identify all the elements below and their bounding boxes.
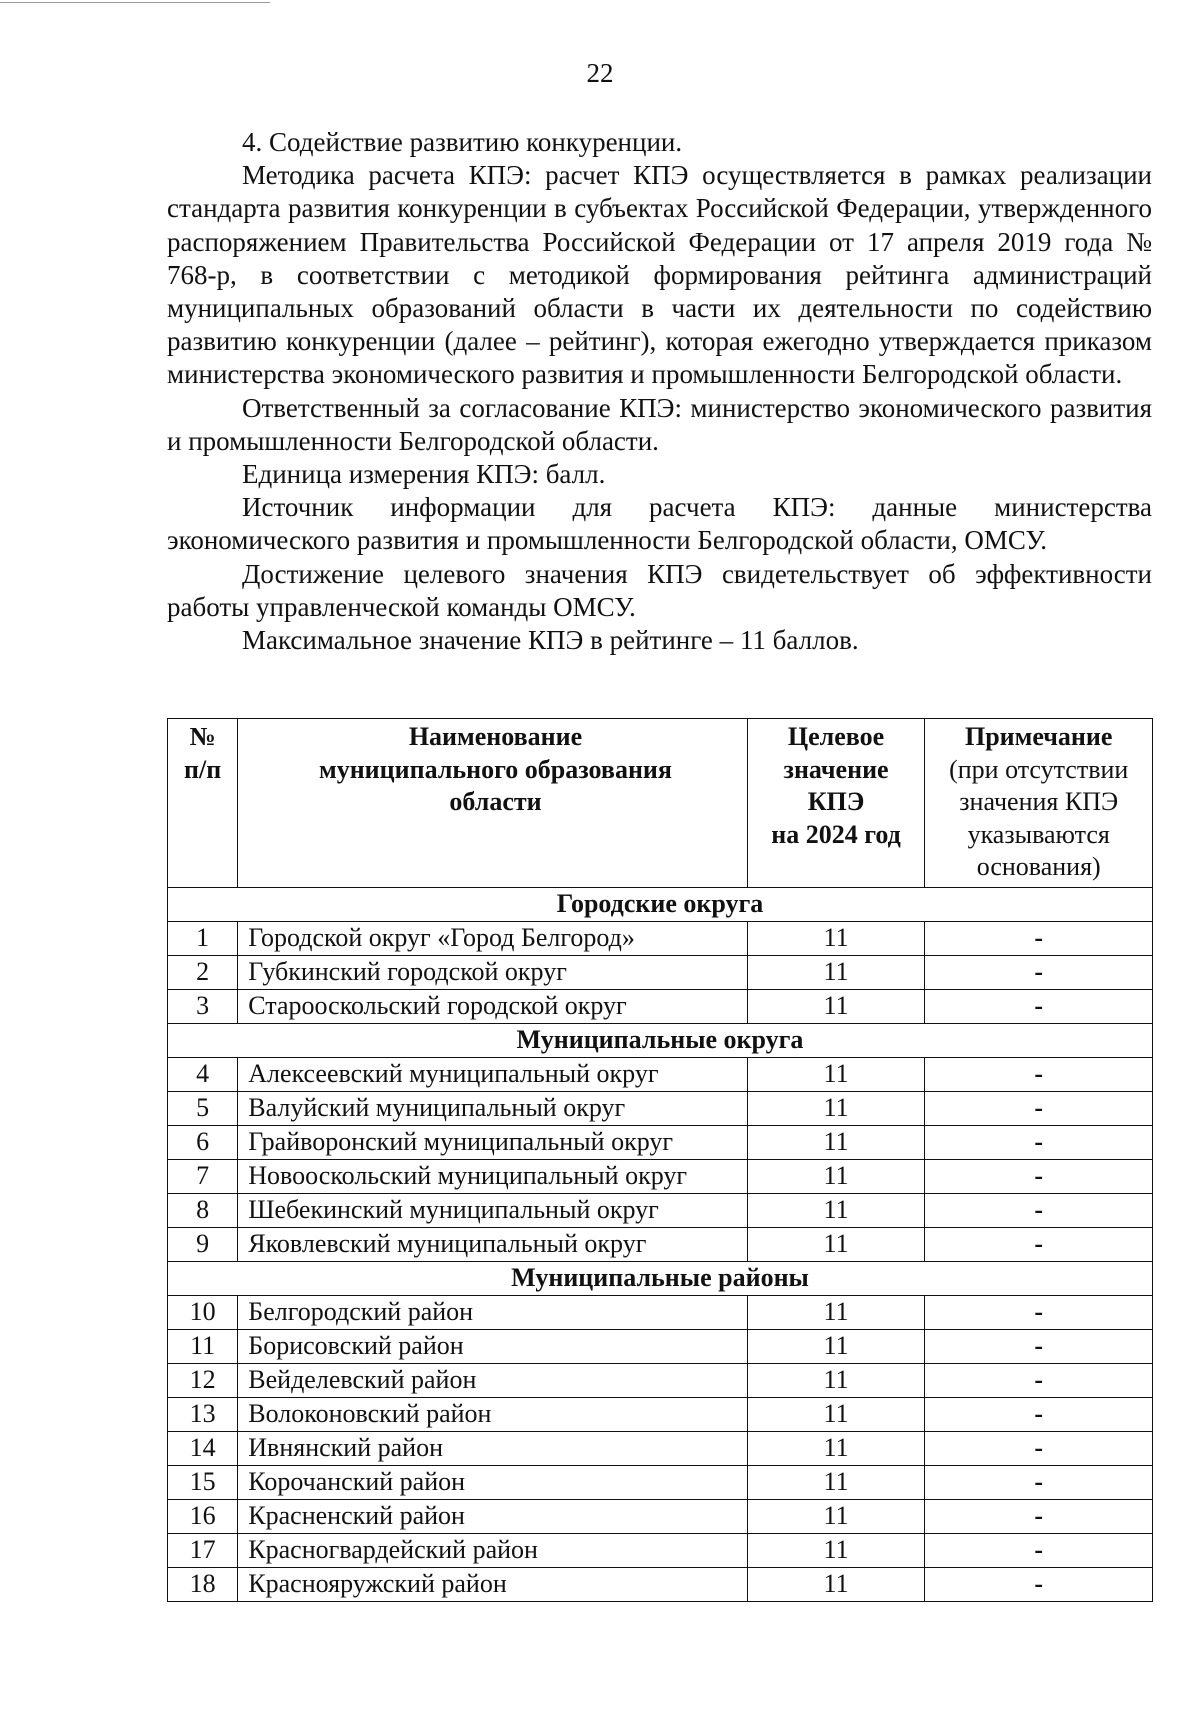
- row-note: -: [925, 921, 1153, 955]
- row-note: -: [925, 989, 1153, 1023]
- row-note: -: [925, 955, 1153, 989]
- row-name: Вейделевский район: [238, 1363, 747, 1397]
- row-note: -: [925, 1091, 1153, 1125]
- header-name: Наименование муниципального образования области: [238, 719, 747, 888]
- row-name: Алексеевский муниципальный округ: [238, 1057, 747, 1091]
- row-target: 11: [747, 1499, 925, 1533]
- table-row: [168, 1295, 1153, 1329]
- row-target: 11: [747, 1431, 925, 1465]
- row-name: Губкинский городской округ: [238, 955, 747, 989]
- table-row: [168, 1091, 1153, 1125]
- row-number: 9: [168, 1227, 238, 1261]
- row-number: 18: [168, 1567, 238, 1601]
- row-number: 12: [168, 1363, 238, 1397]
- group-header-row: [168, 1023, 1153, 1057]
- row-note: -: [925, 1227, 1153, 1261]
- row-number: 15: [168, 1465, 238, 1499]
- table-row: [168, 1431, 1153, 1465]
- row-target: 11: [747, 1057, 925, 1091]
- row-number: 4: [168, 1057, 238, 1091]
- paragraph-methodology: Методика расчета КПЭ: расчет КПЭ осуществляется в рамках реализации стандарта развития конкуренции в субъектах Российской Федерации, утвержденного распоряжением Правительства Российской Федерации от 17 апреля 2019 года № 768-р, в соответствии с методикой формирования рейтинга администраций муниципальных образований области в части их деятельности по содействию развитию конкуренции (далее – рейтинг), которая ежегодно утверждается приказом министерства экономического развития и промышленности Белгородской области.: [167, 160, 1152, 390]
- row-note: -: [925, 1567, 1153, 1601]
- row-name: Грайворонский муниципальный округ: [238, 1125, 747, 1159]
- row-name: Валуйский муниципальный округ: [238, 1091, 747, 1125]
- table-header-row: [168, 719, 1153, 888]
- table-body: [168, 887, 1153, 1601]
- body-text: [167, 126, 1152, 657]
- row-name: Волоконовский район: [238, 1397, 747, 1431]
- row-number: 5: [168, 1091, 238, 1125]
- row-note: -: [925, 1363, 1153, 1397]
- row-target: 11: [747, 1465, 925, 1499]
- group-header-row: [168, 887, 1153, 921]
- table-row: [168, 1193, 1153, 1227]
- table-row: [168, 1465, 1153, 1499]
- row-target: 11: [747, 1533, 925, 1567]
- row-name: Краснояружский район: [238, 1567, 747, 1601]
- row-name: Корочанский район: [238, 1465, 747, 1499]
- table-row: [168, 1567, 1153, 1601]
- table-row: [168, 1125, 1153, 1159]
- row-name: Шебекинский муниципальный округ: [238, 1193, 747, 1227]
- page-number: 22: [586, 58, 614, 88]
- row-number: 7: [168, 1159, 238, 1193]
- row-number: 11: [168, 1329, 238, 1363]
- group-header-row: [168, 1261, 1153, 1295]
- paragraph-responsible: Ответственный за согласование КПЭ: министерство экономического развития и промышленности Белгородской области.: [167, 392, 1152, 456]
- row-note: -: [925, 1499, 1153, 1533]
- row-number: 6: [168, 1125, 238, 1159]
- row-target: 11: [747, 921, 925, 955]
- header-note: Примечание (при отсутствии значения КПЭ указываются основания): [925, 719, 1153, 888]
- row-name: Старооскольский городской округ: [238, 989, 747, 1023]
- row-note: -: [925, 1057, 1153, 1091]
- row-number: 17: [168, 1533, 238, 1567]
- row-note: -: [925, 1397, 1153, 1431]
- row-number: 2: [168, 955, 238, 989]
- row-target: 11: [747, 1091, 925, 1125]
- table-row: [168, 1397, 1153, 1431]
- paragraph-maximum: Максимальное значение КПЭ в рейтинге – 11 баллов.: [242, 625, 859, 656]
- table-row: [168, 989, 1153, 1023]
- row-note: -: [925, 1465, 1153, 1499]
- scan-artifact-line: [0, 2, 270, 3]
- row-target: 11: [747, 1193, 925, 1227]
- kpe-table: [167, 718, 1153, 1602]
- row-note: -: [925, 1193, 1153, 1227]
- row-target: 11: [747, 955, 925, 989]
- table-row: [168, 1159, 1153, 1193]
- row-name: Яковлевский муниципальный округ: [238, 1227, 747, 1261]
- row-target: 11: [747, 1567, 925, 1601]
- table-row: [168, 1533, 1153, 1567]
- section-heading: 4. Содействие развитию конкуренции.: [242, 127, 683, 157]
- table-row: [168, 1363, 1153, 1397]
- row-number: 13: [168, 1397, 238, 1431]
- paragraph-achievement: Достижение целевого значения КПЭ свидетельствует об эффективности работы управленческой команды ОМСУ.: [167, 558, 1152, 622]
- group-title: Городские округа: [168, 887, 1153, 921]
- row-number: 14: [168, 1431, 238, 1465]
- row-note: -: [925, 1329, 1153, 1363]
- table-row: [168, 955, 1153, 989]
- paragraph-source: Источник информации для расчета КПЭ: данные министерства экономического развития и промышленности Белгородской области, ОМСУ.: [167, 492, 1152, 556]
- group-title: Муниципальные районы: [168, 1261, 1153, 1295]
- table-row: [168, 1227, 1153, 1261]
- row-note: -: [925, 1159, 1153, 1193]
- row-note: -: [925, 1295, 1153, 1329]
- row-name: Белгородский район: [238, 1295, 747, 1329]
- row-target: 11: [747, 1227, 925, 1261]
- table-row: [168, 921, 1153, 955]
- paragraph-unit: Единица измерения КПЭ: балл.: [242, 459, 606, 490]
- header-target: Целевое значение КПЭ на 2024 год: [747, 719, 925, 888]
- row-note: -: [925, 1533, 1153, 1567]
- header-num: № п/п: [168, 719, 238, 888]
- row-number: 10: [168, 1295, 238, 1329]
- row-number: 8: [168, 1193, 238, 1227]
- row-note: -: [925, 1125, 1153, 1159]
- row-note: -: [925, 1431, 1153, 1465]
- row-target: 11: [747, 1159, 925, 1193]
- row-name: Новооскольский муниципальный округ: [238, 1159, 747, 1193]
- row-name: Красногвардейский район: [238, 1533, 747, 1567]
- table-row: [168, 1057, 1153, 1091]
- row-target: 11: [747, 1329, 925, 1363]
- row-number: 3: [168, 989, 238, 1023]
- row-target: 11: [747, 1397, 925, 1431]
- row-target: 11: [747, 1125, 925, 1159]
- row-name: Городской округ «Город Белгород»: [238, 921, 747, 955]
- row-name: Красненский район: [238, 1499, 747, 1533]
- row-target: 11: [747, 1295, 925, 1329]
- table-row: [168, 1329, 1153, 1363]
- row-name: Ивнянский район: [238, 1431, 747, 1465]
- row-target: 11: [747, 989, 925, 1023]
- row-name: Борисовский район: [238, 1329, 747, 1363]
- row-number: 16: [168, 1499, 238, 1533]
- table-row: [168, 1499, 1153, 1533]
- group-title: Муниципальные округа: [168, 1023, 1153, 1057]
- row-number: 1: [168, 921, 238, 955]
- row-target: 11: [747, 1363, 925, 1397]
